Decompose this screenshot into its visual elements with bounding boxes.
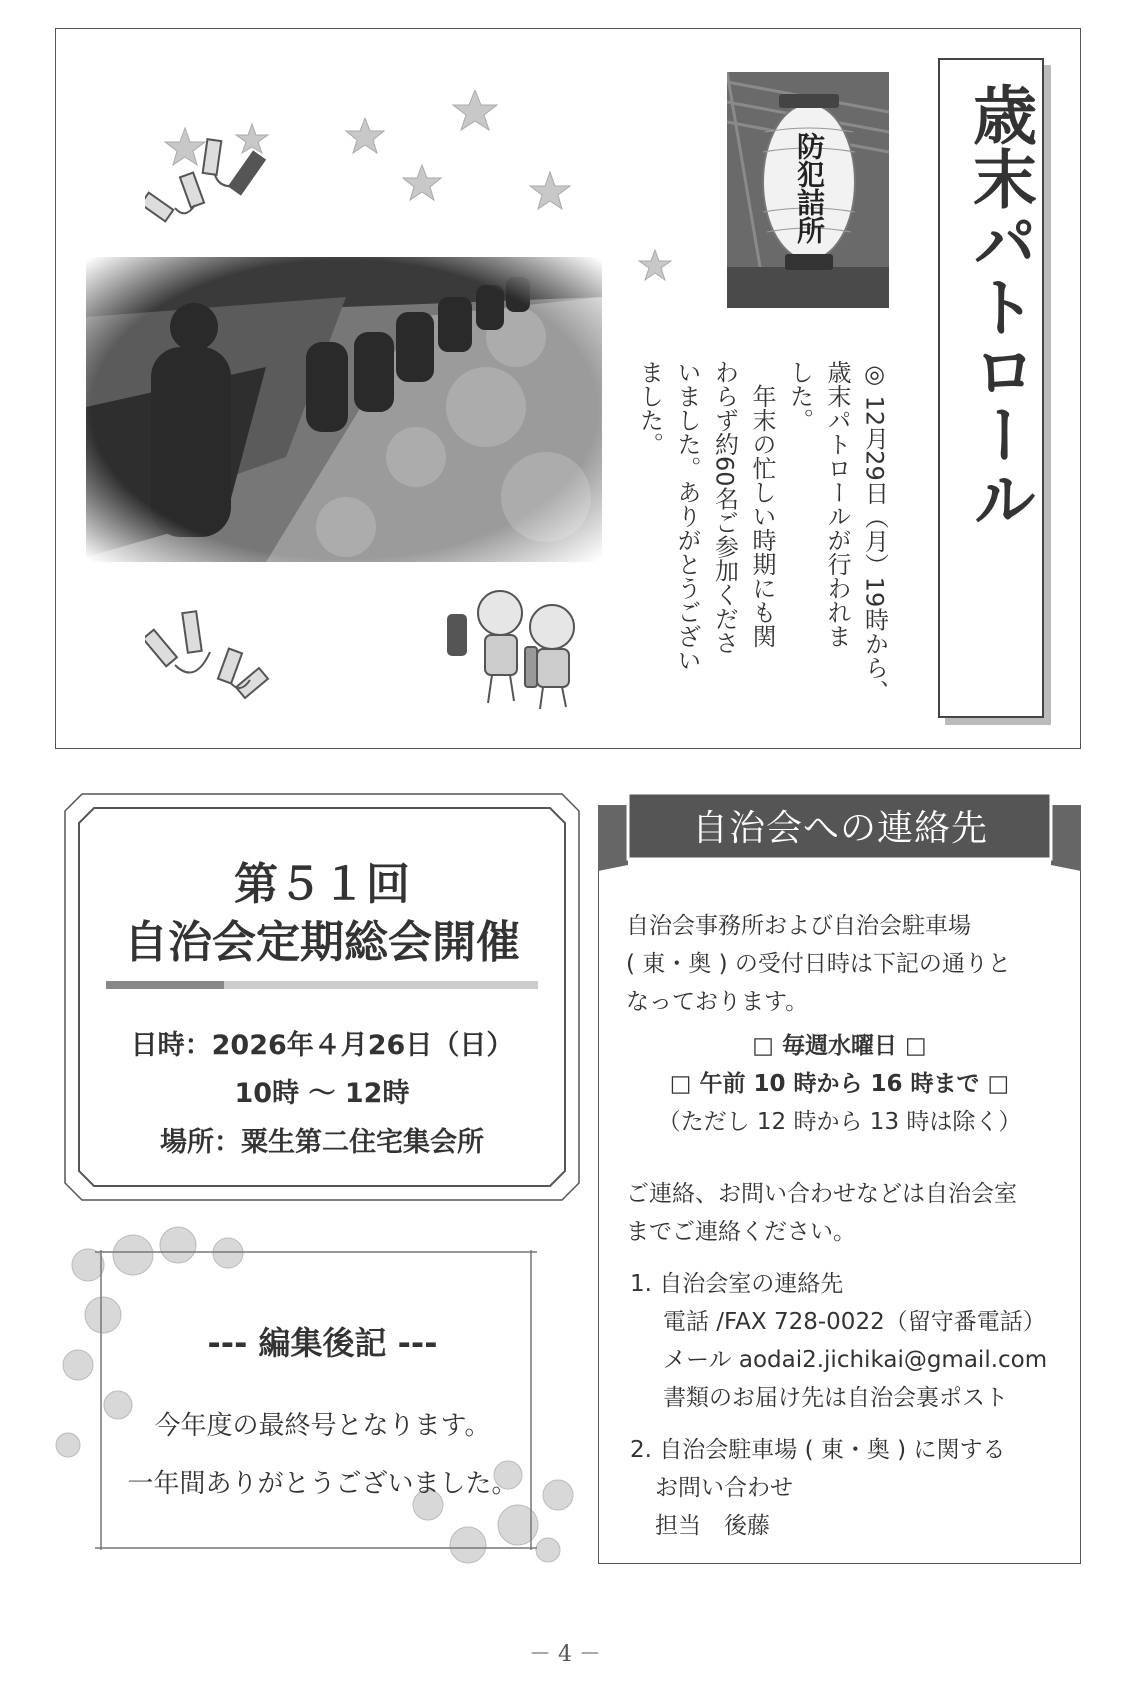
- contact-title: 自治会への連絡先: [691, 808, 988, 849]
- meeting-time: 10時 ～ 12時: [234, 1078, 410, 1109]
- contact-ask: までご連絡ください。: [626, 1219, 856, 1245]
- meeting-title: 第５１回: [234, 859, 410, 910]
- meeting-date: 日時：2026年４月26日（日）: [130, 1030, 514, 1061]
- meeting-place: 場所：粟生第二住宅集会所: [160, 1127, 484, 1158]
- contact-post: 書類のお届け先は自治会裏ポスト: [663, 1385, 1008, 1411]
- patrol-body-line: 年末の忙しい時期にも関: [748, 360, 776, 648]
- contact-intro: なっております。: [626, 989, 809, 1015]
- editor-note-line: 今年度の最終号となります。: [154, 1411, 491, 1441]
- contact-phone: 電話 /FAX 728-0022（留守番電話）: [663, 1309, 1046, 1335]
- patrol-body-line: ◎ 12月29日（月）19時から、: [860, 360, 889, 704]
- contact-ask: ご連絡、お問い合わせなどは自治会室: [626, 1181, 1017, 1207]
- lantern-label: 防犯詰所: [793, 132, 826, 244]
- patrol-body-line: 歳末パトロールが行われま: [823, 360, 851, 648]
- patrol-photo: [86, 257, 602, 562]
- patrol-body-line: いました。ありがとうござい: [673, 360, 701, 672]
- patrol-title-box: [938, 58, 1044, 718]
- meeting-subtitle: 自治会定期総会開催: [124, 917, 520, 968]
- contact-schedule-note: （ただし 12 時から 13 時は除く）: [657, 1109, 1022, 1135]
- contact-intro: ( 東・奥 ) の受付日時は下記の通りと: [626, 951, 1011, 977]
- patrol-body-text: [630, 360, 893, 720]
- contact-item-1-title: 1. 自治会室の連絡先: [630, 1271, 844, 1297]
- lantern-photo: [727, 72, 889, 308]
- sparkler-icon: [145, 130, 280, 230]
- contact-item-2-title: 2. 自治会駐車場 ( 東・奥 ) に関する: [630, 1437, 1006, 1463]
- contact-email: メール aodai2.jichikai@gmail.com: [663, 1347, 1048, 1373]
- patrol-body-line: わらず約60名ご参加くださ: [710, 360, 739, 655]
- children-patrol-illustration: [440, 585, 590, 710]
- sparkler-icon: [145, 610, 280, 710]
- editor-note-frame: [95, 1250, 537, 1550]
- contact-schedule-hours: □ 午前 10 時から 16 時まで □: [669, 1071, 1010, 1097]
- editor-note-line: 一年間ありがとうございました。: [127, 1469, 518, 1499]
- contact-item-2-sub: お問い合わせ: [655, 1475, 793, 1501]
- patrol-body-line: ました。: [635, 360, 664, 456]
- contact-person: 担当 後藤: [655, 1513, 770, 1539]
- contact-schedule-day: □ 毎週水曜日 □: [752, 1033, 927, 1059]
- patrol-title: 歳末パトロール: [962, 82, 1036, 530]
- page-number: － 4 －: [529, 1642, 601, 1667]
- editor-note-title: --- 編集後記 ---: [207, 1324, 438, 1362]
- contact-intro: 自治会事務所および自治会駐車場: [626, 913, 971, 939]
- meeting-divider: [106, 981, 538, 989]
- patrol-body-line: した。: [785, 360, 814, 432]
